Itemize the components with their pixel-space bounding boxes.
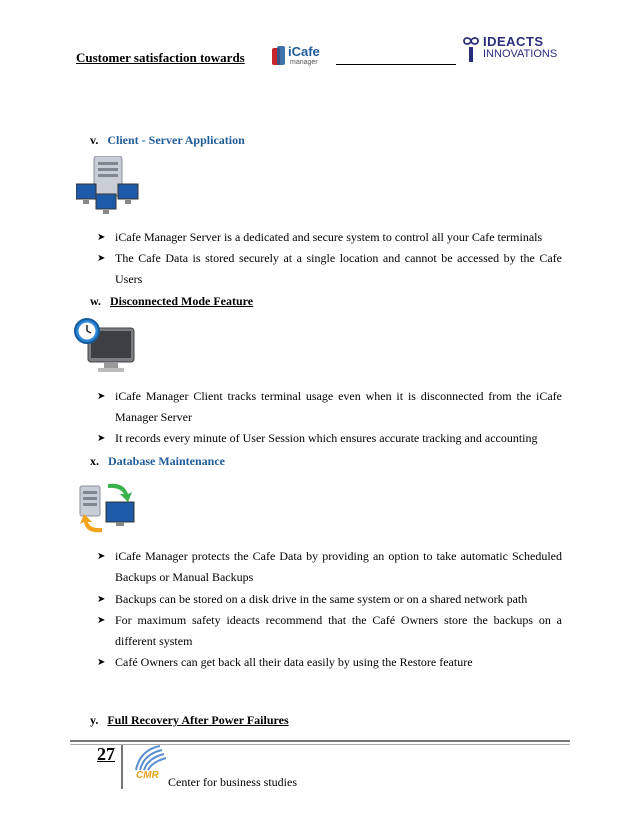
arrow-bullet-icon: ➤ [97, 594, 106, 605]
cmr-logo [130, 744, 170, 784]
section-w-heading: w. Disconnected Mode Feature [90, 294, 254, 308]
arrow-bullet-icon: ➤ [97, 657, 106, 668]
ideacts-logo [461, 34, 561, 66]
icafe-logo-text: iCafe [288, 44, 320, 59]
list-item: ➤ Backups can be stored on a disk drive in the same system or on a shared network path [97, 589, 562, 610]
clock-monitor-icon [74, 318, 136, 379]
ideacts-line1: IDEACTS [483, 34, 544, 49]
infinity-icon [461, 36, 481, 64]
arrow-bullet-icon: ➤ [97, 433, 106, 444]
list-item: ➤ For maximum safety ideacts recommend that the Café Owners store the backups on a different system [97, 610, 562, 652]
database-sync-icon [78, 480, 136, 541]
arrow-bullet-icon: ➤ [97, 391, 106, 402]
arrow-bullet-icon: ➤ [97, 551, 106, 562]
list-item: ➤ The Cafe Data is stored securely at a single location and cannot be accessed by the Cafe Users [97, 248, 562, 290]
arrow-bullet-icon: ➤ [97, 615, 106, 626]
arrow-bullet-icon: ➤ [97, 253, 106, 264]
server-network-icon [76, 156, 140, 219]
footer-vertical-divider [121, 745, 123, 789]
list-item: ➤ iCafe Manager protects the Cafe Data by providing an option to take automatic Scheduled Backups or Manual Backups [97, 546, 562, 588]
header-underline [336, 64, 456, 65]
list-item: ➤ iCafe Manager Client tracks terminal usage even when it is disconnected from the iCafe Manager Server [97, 386, 562, 428]
document-header-title: Customer satisfaction towards [76, 50, 245, 65]
ideacts-line2: INNOVATIONS [483, 48, 558, 60]
list-item: ➤ Café Owners can get back all their data easily by using the Restore feature [97, 652, 562, 673]
section-x-heading: x. Database Maintenance [90, 454, 225, 468]
section-w-title: Disconnected Mode Feature [110, 294, 254, 308]
section-v-heading: v. Client - Server Application [90, 133, 245, 147]
icafe-logo [272, 44, 328, 70]
footer-divider [70, 740, 570, 742]
list-item: ➤ It records every minute of User Session which ensures accurate tracking and accounting [97, 428, 562, 449]
list-item: ➤ iCafe Manager Server is a dedicated and secure system to control all your Cafe terminals [97, 227, 562, 248]
footer-center-text: Center for business studies [168, 775, 297, 789]
icafe-logo-sub: manager [290, 59, 318, 66]
section-y-title: Full Recovery After Power Failures [107, 713, 289, 727]
arrow-bullet-icon: ➤ [97, 232, 106, 243]
page-number: 27 [97, 744, 115, 764]
cmr-logo-text: CMR [136, 770, 159, 781]
section-x-title: Database Maintenance [108, 454, 225, 468]
section-v-title: Client - Server Application [107, 133, 245, 147]
section-y-heading: y. Full Recovery After Power Failures [90, 713, 289, 727]
